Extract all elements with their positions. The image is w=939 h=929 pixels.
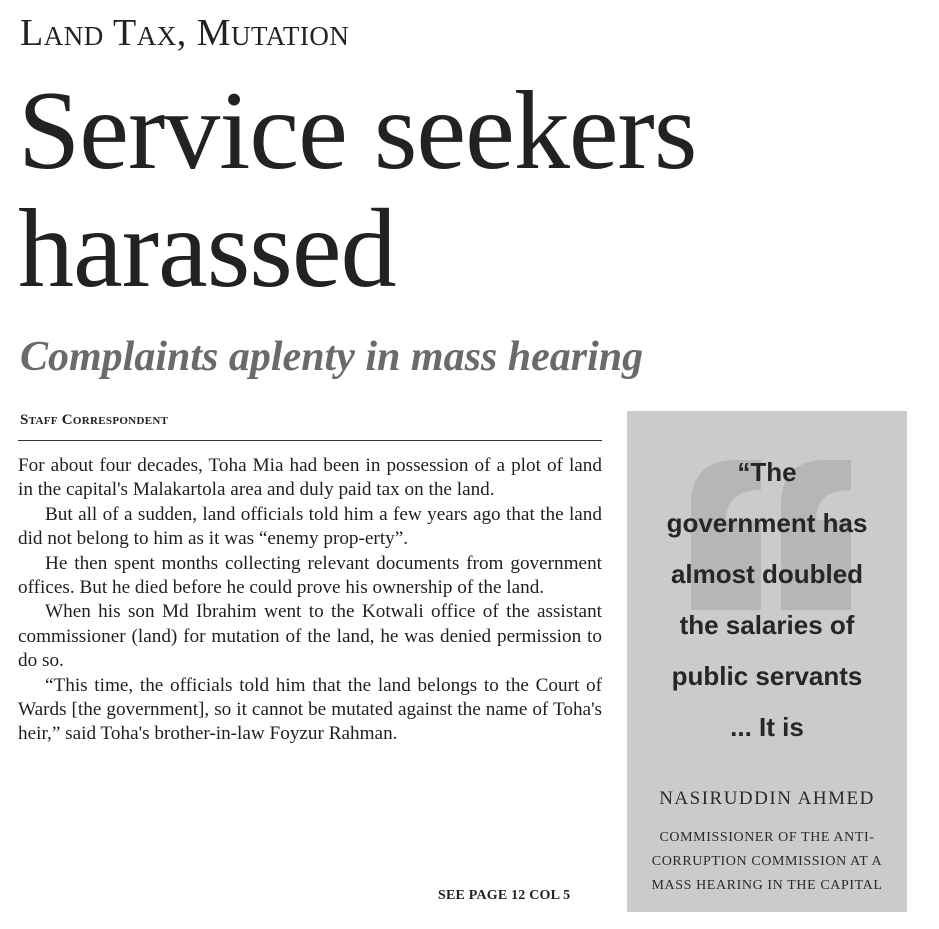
attribution-title-line: CORRUPTION COMMISSION AT A [651, 854, 883, 869]
article-body [18, 454, 602, 747]
attribution-title-line: MASS HEARING IN THE CAPITAL [651, 878, 883, 893]
article-paragraph: He then spent months collecting relevant documents from government offices. But he died before he could prove his ownership of the land. [18, 552, 602, 599]
kicker: Land Tax, Mutation [20, 12, 350, 54]
headline-line-1: Service seekers [18, 69, 697, 193]
pull-quote-line: public servants [671, 661, 863, 691]
article-paragraph: For about four decades, Toha Mia had been in possession of a plot of land in the capital's Malakartola area and duly paid tax on the land. [18, 455, 602, 501]
pull-quote-line: ... It is [730, 712, 804, 742]
byline: Staff Correspondent [20, 412, 169, 428]
pull-quote-text [627, 447, 907, 753]
pull-quote-line: “The [737, 457, 797, 487]
article-paragraph: When his son Md Ibrahim went to the Kotwali office of the assistant commissioner (land) for mutation of the land, he was denied permission to do so. [18, 601, 602, 672]
attribution-title-line: COMMISSIONER OF THE ANTI- [659, 830, 875, 845]
article-paragraph: “This time, the officials told him that the land belongs to the Court of Wards [the government], so it cannot be mutated against the name of Toha's heir,” said Toha's brother-in-law Foyzur Rahman. [18, 674, 602, 745]
headline-line-2: harassed [18, 187, 396, 311]
subheadline: Complaints aplenty in mass hearing [20, 334, 644, 380]
pull-quote-line: the salaries of [679, 610, 855, 640]
article-paragraph: But all of a sudden, land officials told him a few years ago that the land did not belong to him as it was “enemy prop-erty”. [18, 503, 602, 550]
quote-attribution-name: NASIRUDDIN AHMED [659, 788, 875, 809]
headline [18, 69, 918, 311]
pull-quote-line: government has [666, 508, 868, 538]
byline-divider [18, 440, 602, 441]
continued-on-page-link[interactable]: SEE PAGE 12 COL 5 [438, 888, 571, 903]
quote-attribution-title [627, 826, 907, 898]
pull-quote-box [627, 411, 907, 912]
pull-quote-line: almost doubled [670, 559, 864, 589]
